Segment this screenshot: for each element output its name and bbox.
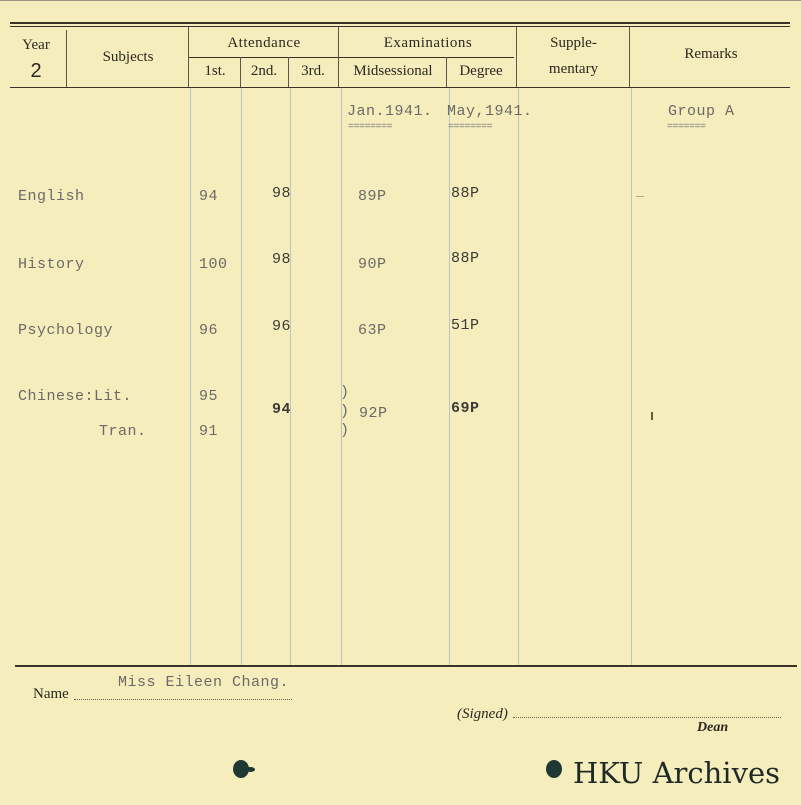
divider-supp: [629, 27, 630, 87]
att1-chinese-tran: 91: [199, 423, 219, 440]
subject-english: English: [18, 188, 85, 205]
punch-hole-blot: [246, 767, 255, 772]
divider-attendance: [338, 27, 339, 87]
att2-psychology: 96: [272, 318, 292, 335]
supplementary-label-2: mentary: [548, 61, 599, 77]
bracket: ): [340, 403, 350, 420]
column-line: [341, 88, 342, 665]
att-col-1: 1st.: [204, 63, 226, 79]
degree-chinese: 69P: [451, 400, 480, 417]
top-edge-line: [0, 0, 801, 1]
dean-label: Dean: [697, 720, 729, 735]
midsessional-date-underline: ========: [348, 122, 393, 133]
subjects-label: Subjects: [102, 49, 154, 65]
att-col-3: 3rd.: [301, 63, 325, 79]
att1-history: 100: [199, 256, 228, 273]
ink-mark: [636, 196, 644, 197]
name-dotted-line: [74, 699, 292, 700]
remarks-group-underline: =======: [667, 122, 706, 133]
ink-mark: [651, 412, 653, 420]
subject-chinese-lit: Chinese:Lit.: [18, 388, 133, 405]
bracket: ): [340, 384, 350, 401]
year-value: 2: [30, 60, 42, 82]
name-label: Name: [33, 686, 69, 702]
att-col-2: 2nd.: [250, 63, 278, 79]
table-top-rule-thin: [10, 26, 790, 27]
column-line: [190, 88, 191, 665]
year-label: Year: [22, 37, 50, 53]
degree-date-underline: ========: [448, 122, 493, 133]
column-line: [449, 88, 450, 665]
degree-english: 88P: [451, 185, 480, 202]
column-line: [241, 88, 242, 665]
watermark-logo-icon: [546, 760, 562, 778]
subject-history: History: [18, 256, 85, 273]
divider-year-subjects: [66, 30, 67, 87]
column-line: [631, 88, 632, 665]
mid-psychology: 63P: [358, 322, 387, 339]
subheader-rule: [188, 57, 514, 58]
mid-history: 90P: [358, 256, 387, 273]
column-line: [290, 88, 291, 665]
signed-label: (Signed): [457, 706, 508, 722]
divider-subjects: [188, 27, 189, 87]
header-bottom-rule: [10, 87, 790, 88]
degree-date: May,1941.: [447, 103, 533, 120]
att1-psychology: 96: [199, 322, 219, 339]
mid-english: 89P: [358, 188, 387, 205]
hku-archives-watermark: HKU Archives: [573, 756, 781, 790]
table-bottom-rule: [15, 665, 797, 667]
remarks-label: Remarks: [684, 46, 738, 62]
mid-chinese: 92P: [359, 405, 388, 422]
exam-col-midsessional: Midsessional: [353, 63, 433, 79]
att2-chinese: 94: [272, 401, 292, 418]
degree-history: 88P: [451, 250, 480, 267]
att1-chinese-lit: 95: [199, 388, 219, 405]
attendance-label: Attendance: [227, 35, 301, 51]
column-line: [518, 88, 519, 665]
remarks-group: Group A: [668, 103, 735, 120]
examinations-label: Examinations: [383, 35, 473, 51]
supplementary-label-1: Supple-: [550, 35, 597, 51]
att2-english: 98: [272, 185, 292, 202]
degree-psychology: 51P: [451, 317, 480, 334]
midsessional-date: Jan.1941.: [347, 103, 433, 120]
divider-exams: [516, 27, 517, 87]
att2-history: 98: [272, 251, 292, 268]
table-top-rule: [10, 22, 790, 24]
bracket: ): [340, 422, 350, 439]
subject-chinese-tran: Tran.: [99, 423, 147, 440]
signature-dotted-line: [513, 717, 781, 718]
subject-psychology: Psychology: [18, 322, 114, 339]
att1-english: 94: [199, 188, 219, 205]
exam-col-degree: Degree: [459, 63, 503, 79]
student-name: Miss Eileen Chang.: [118, 674, 290, 691]
